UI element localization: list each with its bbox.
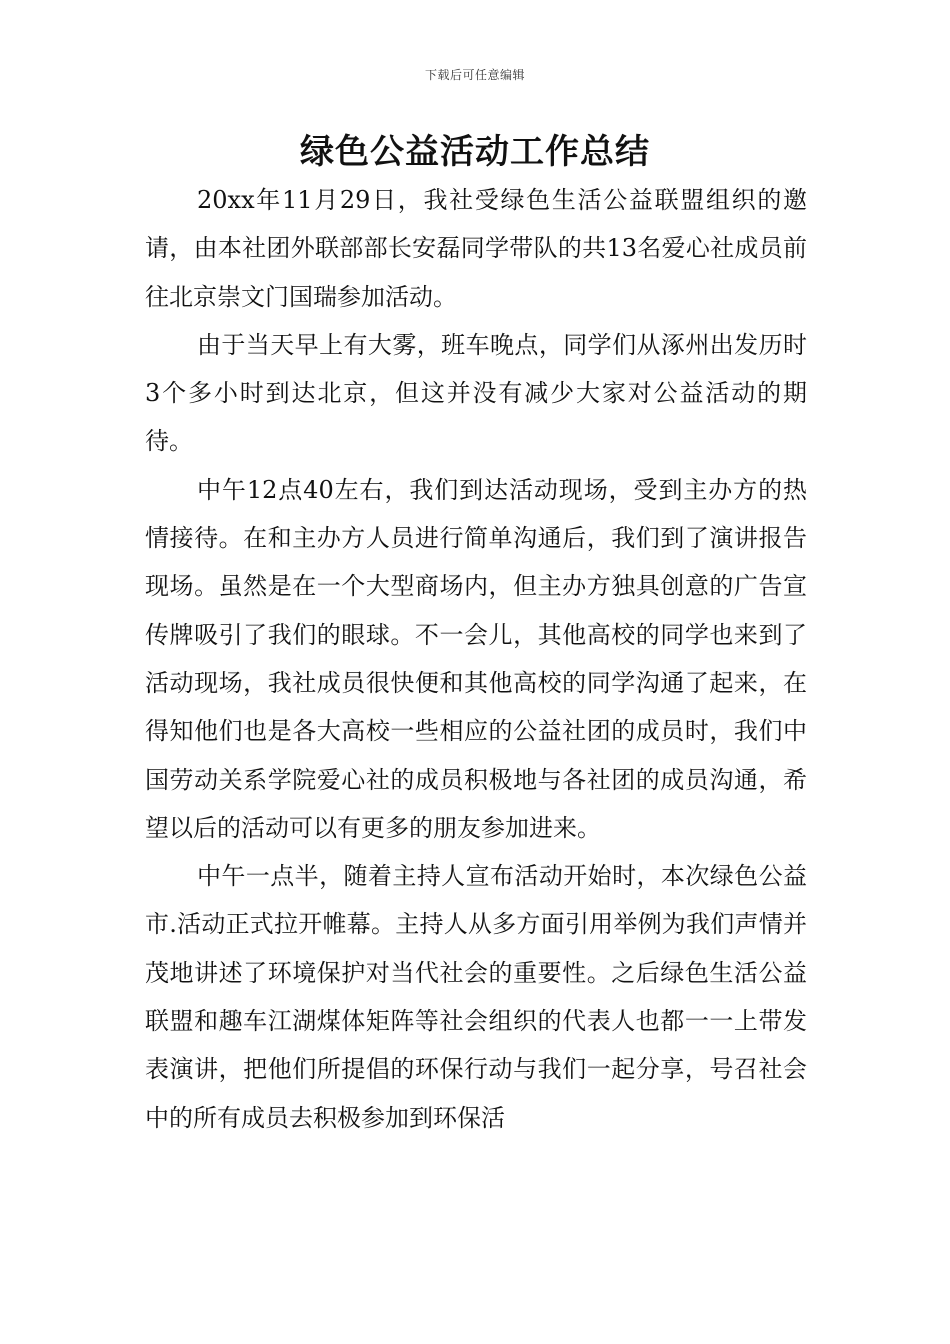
paragraph-1: 20xx年11月29日，我社受绿色生活公益联盟组织的邀请，由本社团外联部部长安磊同学带队的共13名爱心社成员前往北京崇文门国瑞参加活动。 bbox=[145, 186, 807, 311]
paragraph-3: 中午12点40左右，我们到达活动现场，受到主办方的热情接待。在和主办方人员进行简单沟通后，我们到了演讲报告现场。虽然是在一个大型商场内，但主办方独具创意的广告宣传牌吸引了我们的眼球。不一会儿，其他高校的同学也来到了活动现场，我社成员很快便和其他高校的同学沟通了起来，在得知他们也是各大高校一些相应的公益社团的成员时，我们中国劳动关系学院爱心社的成员积极地与各社团的成员沟通，希望以后的活动可以有更多的朋友参加进来。 bbox=[145, 475, 807, 842]
paragraph-4: 中午一点半，随着主持人宣布活动开始时，本次绿色公益市.活动正式拉开帷幕。主持人从多方面引用举例为我们声情并茂地讲述了环境保护对当代社会的重要性。之后绿色生活公益联盟和趣车江湖煤体矩阵等社会组织的代表人也都一一上带发表演讲，把他们所提倡的环保行动与我们一起分享，号召社会中的所有成员去积极参加到环保活 bbox=[145, 862, 807, 1132]
header-note: 下载后可任意编辑 bbox=[424, 68, 525, 82]
document-title: 绿色公益活动工作总结 bbox=[300, 132, 650, 172]
document-body bbox=[145, 176, 807, 1142]
paragraph-2: 由于当天早上有大雾，班车晚点，同学们从涿州出发历时3个多小时到达北京，但这并没有减少大家对公益活动的期待。 bbox=[145, 330, 807, 456]
